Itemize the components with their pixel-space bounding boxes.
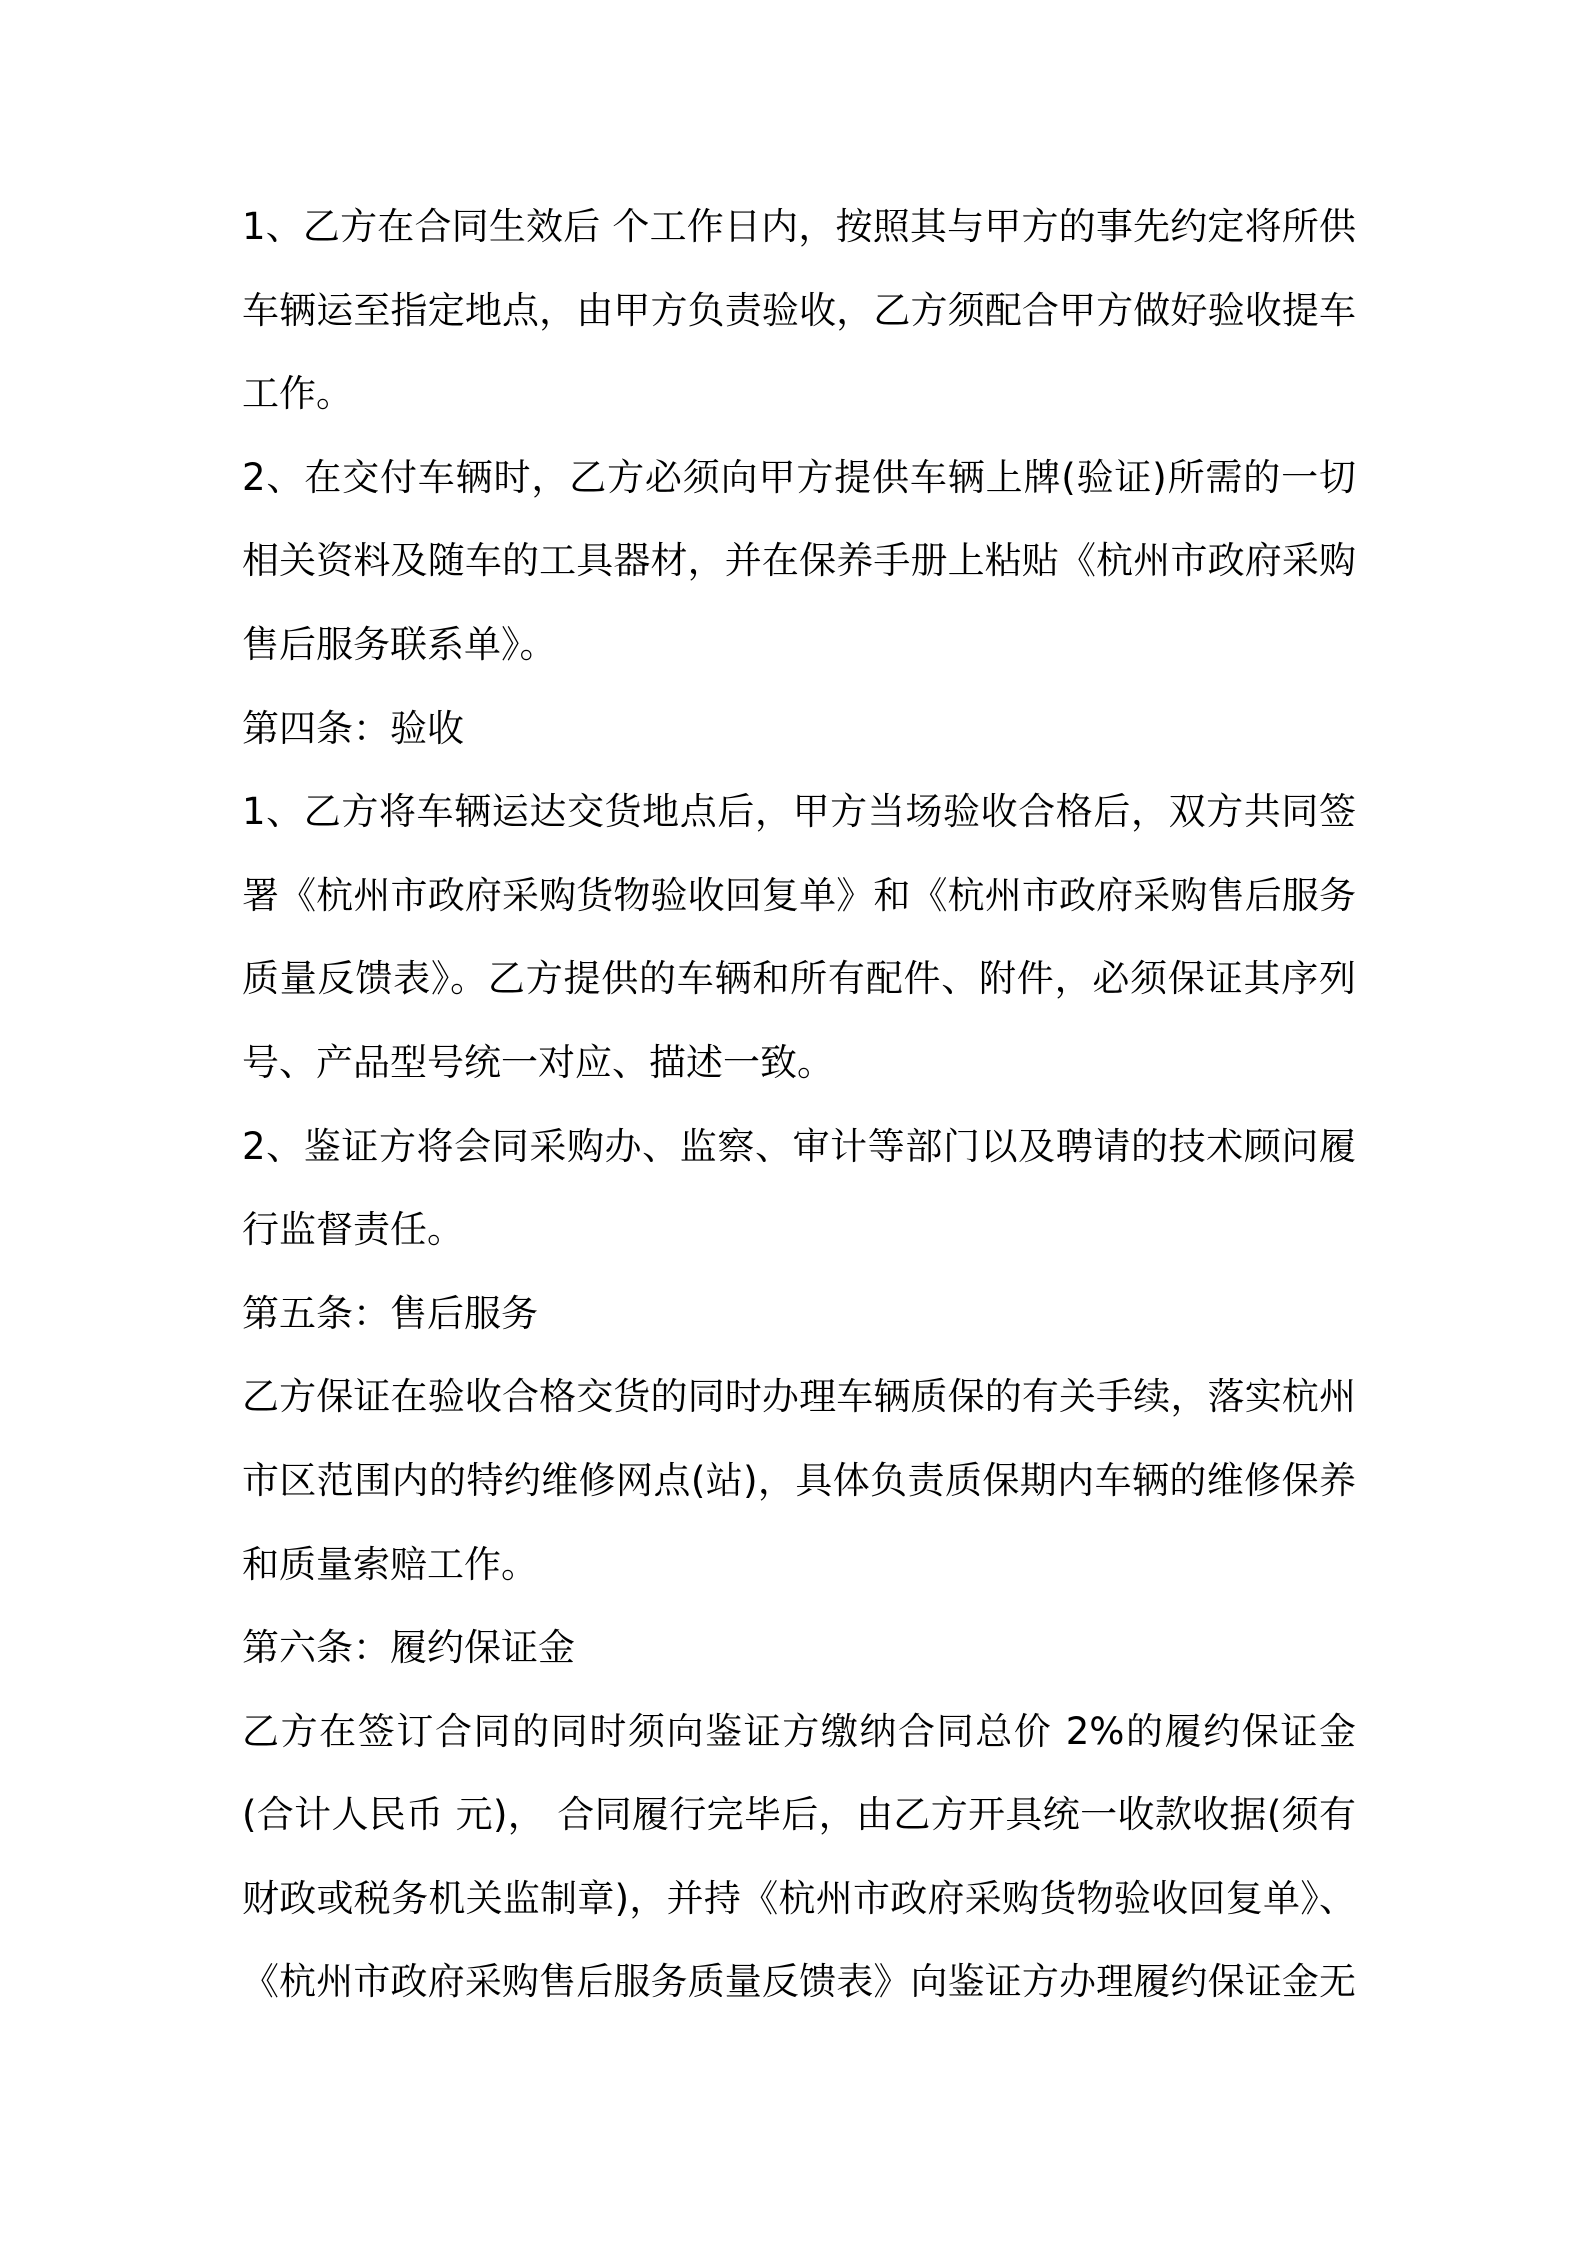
clause-paragraph <box>242 1355 1356 1606</box>
paragraph-line: 售后服务联系单》。 <box>242 622 557 666</box>
paragraph-line: 行监督责任。 <box>242 1208 464 1252</box>
paragraph-line: 署《杭州市政府采购货物验收回复单》和《杭州市政府采购售后服务 <box>242 873 1356 917</box>
clause-paragraph <box>242 436 1356 687</box>
clause-paragraph <box>242 1690 1356 2024</box>
paragraph-line: 工作。 <box>242 372 353 416</box>
paragraph-line: 质量反馈表》。乙方提供的车辆和所有配件、附件，必须保证其序列 <box>242 957 1356 1001</box>
paragraph-line: 车辆运至指定地点，由甲方负责验收，乙方须配合甲方做好验收提车 <box>242 288 1356 332</box>
paragraph-line: 市区范围内的特约维修网点(站)，具体负责质保期内车辆的维修保养 <box>242 1458 1356 1502</box>
paragraph-line: 和质量索赔工作。 <box>242 1542 538 1586</box>
paragraph-line: 1、乙方将车辆运达交货地点后，甲方当场验收合格后，双方共同签 <box>242 790 1356 834</box>
clause-paragraph <box>242 1105 1356 1272</box>
paragraph-line: 乙方保证在验收合格交货的同时办理车辆质保的有关手续，落实杭州 <box>242 1375 1356 1419</box>
paragraph-line: (合计人民币 元)， 合同履行完毕后，由乙方开具统一收款收据(须有 <box>242 1793 1356 1837</box>
section-heading-block <box>242 1606 1356 1690</box>
paragraph-line: 财政或税务机关监制章)，并持《杭州市政府采购货物验收回复单》、 <box>242 1876 1356 1920</box>
section-heading-block <box>242 1272 1356 1356</box>
section-heading: 第四条：验收 <box>242 706 464 750</box>
clause-paragraph <box>242 185 1356 436</box>
section-heading-block <box>242 687 1356 771</box>
paragraph-line: 《杭州市政府采购售后服务质量反馈表》向鉴证方办理履约保证金无 <box>242 1960 1356 2004</box>
section-heading: 第五条：售后服务 <box>242 1291 538 1335</box>
paragraph-line: 1、乙方在合同生效后 个工作日内，按照其与甲方的事先约定将所供 <box>242 205 1356 248</box>
clause-paragraph <box>242 770 1356 1104</box>
paragraph-line: 乙方在签订合同的同时须向鉴证方缴纳合同总价 2%的履约保证金 <box>242 1709 1356 1753</box>
paragraph-line: 号、产品型号统一对应、描述一致。 <box>242 1040 834 1084</box>
document-body <box>242 185 1356 2024</box>
paragraph-line: 2、在交付车辆时，乙方必须向甲方提供车辆上牌(验证)所需的一切 <box>242 455 1356 499</box>
section-heading: 第六条：履约保证金 <box>242 1626 575 1670</box>
paragraph-line: 相关资料及随车的工具器材，并在保养手册上粘贴《杭州市政府采购 <box>242 539 1356 583</box>
paragraph-line: 2、鉴证方将会同采购办、监察、审计等部门以及聘请的技术顾问履 <box>242 1124 1356 1168</box>
